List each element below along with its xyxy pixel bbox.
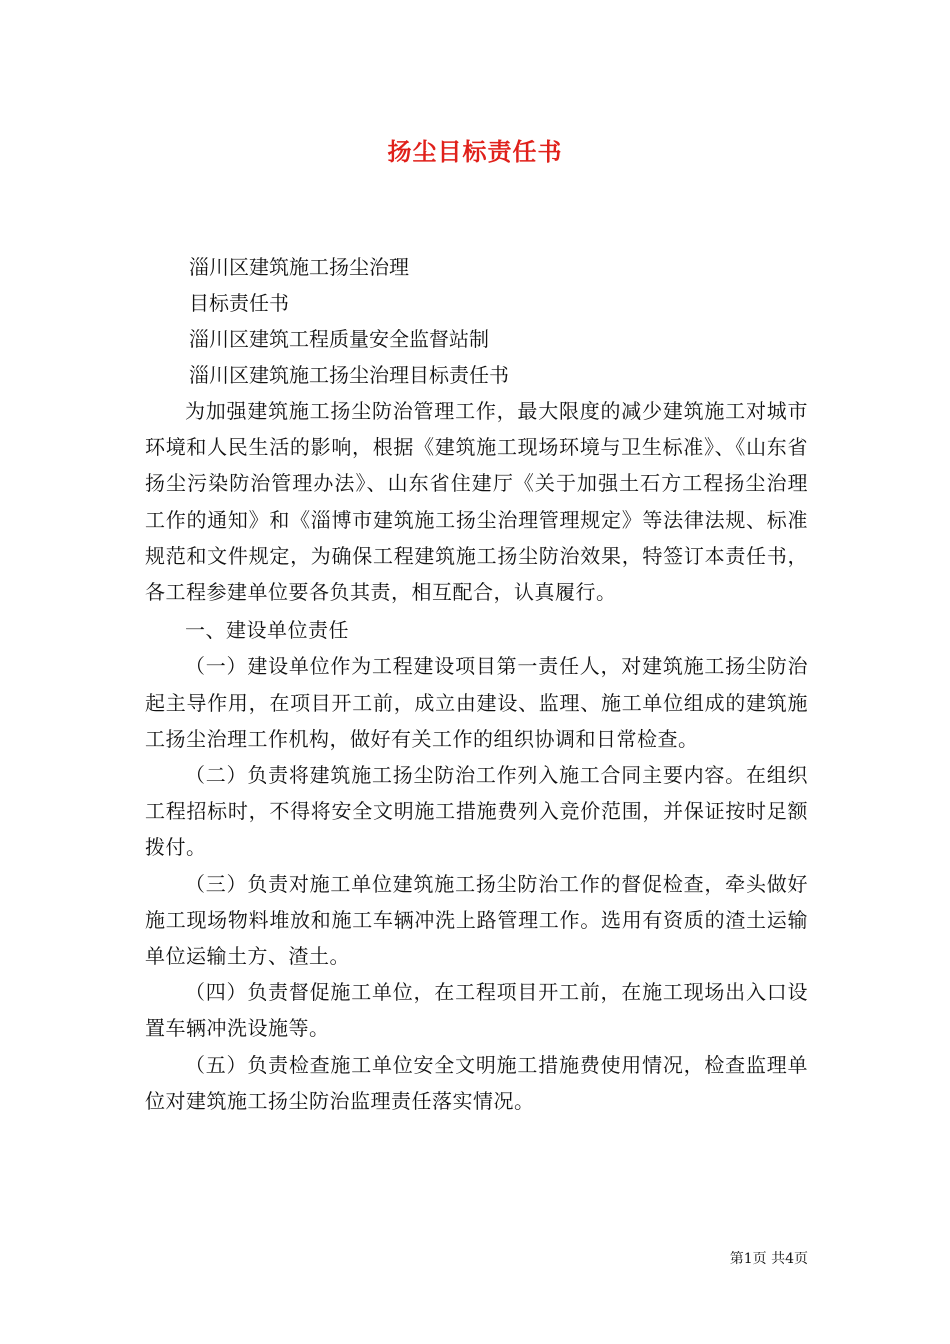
document-title: 扬尘目标责任书 (387, 137, 563, 166)
document-body (145, 249, 808, 1119)
intro-paragraph: 为加强建筑施工扬尘防治管理工作，最大限度的减少建筑施工对城市环境和人民生活的影响，根据《建筑施工现场环境与卫生标准》、《山东省扬尘污染防治管理办法》、山东省住建厅《关于加强土石方工程扬尘治理工作的通知》和《淄博市建筑施工扬尘治理管理规定》等法律法规、标准规范和文件规定，为确保工程建筑施工扬尘防治效果，特签订本责任书，各工程参建单位要各负其责，相互配合，认真履行。 (145, 399, 808, 605)
page-number-footer (730, 1250, 808, 1268)
clause-paragraph-3: （三）负责对施工单位建筑施工扬尘防治工作的督促检查，牵头做好施工现场物料堆放和施工车辆冲洗上路管理工作。选用有资质的渣土运输单位运输土方、渣土。 (145, 871, 808, 969)
footer-page: 1 (743, 1251, 753, 1267)
section-heading: 一、建设单位责任 (185, 618, 349, 643)
head-line-1: 淄川区建筑施工扬尘治理 (189, 255, 409, 279)
clause-paragraph-4: （四）负责督促施工单位，在工程项目开工前，在施工现场出入口设置车辆冲洗设施等。 (145, 980, 808, 1041)
head-line-2: 目标责任书 (189, 291, 289, 315)
clause-paragraph-1: （一）建设单位作为工程建设项目第一责任人，对建筑施工扬尘防治起主导作用，在项目开工前，成立由建设、监理、施工单位组成的建筑施工扬尘治理工作机构，做好有关工作的组织协调和日常检查。 (145, 654, 808, 751)
footer-middle: 页 共 (752, 1251, 786, 1267)
footer-total: 4 (785, 1251, 794, 1267)
clause-paragraph-5: （五）负责检查施工单位安全文明施工措施费使用情况，检查监理单位对建筑施工扬尘防治监理责任落实情况。 (145, 1052, 808, 1113)
clause-paragraph-2: （二）负责将建筑施工扬尘防治工作列入施工合同主要内容。在组织工程招标时，不得将安全文明施工措施费列入竞价范围，并保证按时足额拨付。 (145, 763, 808, 860)
footer-suffix: 页 (794, 1251, 808, 1267)
head-line-4: 淄川区建筑施工扬尘治理目标责任书 (189, 363, 509, 387)
head-line-3: 淄川区建筑工程质量安全监督站制 (189, 327, 489, 351)
footer-prefix: 第 (729, 1251, 744, 1267)
